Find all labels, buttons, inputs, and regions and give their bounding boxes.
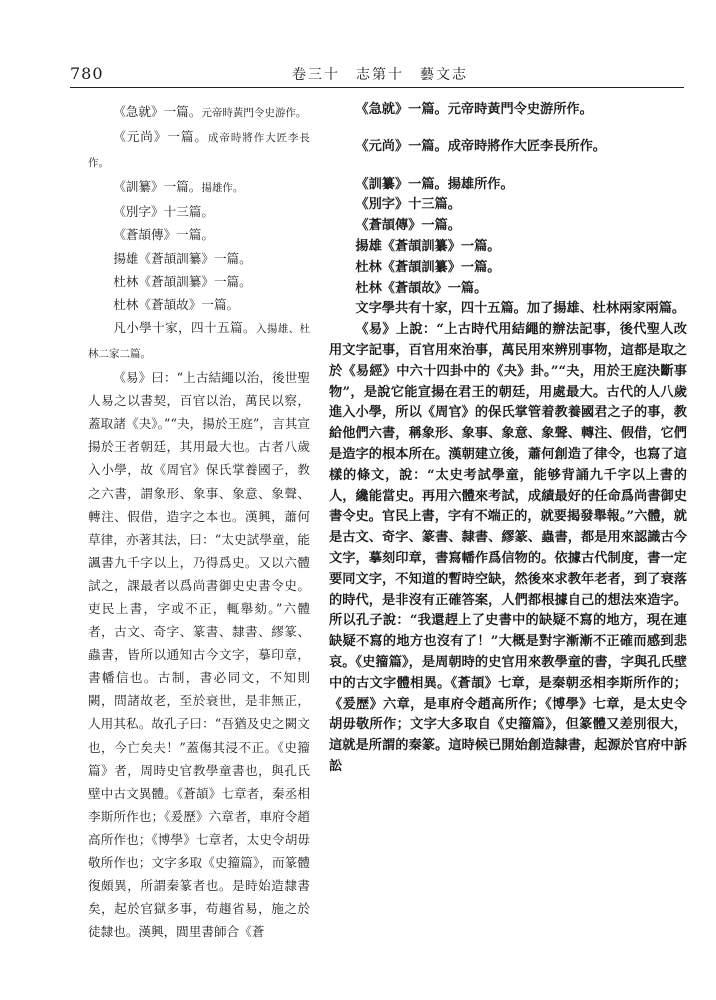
translation-dulin-gu: 杜林《蒼頡故》一篇。 xyxy=(355,280,488,296)
essay-paragraph: 《易》曰：“上古結繩以治，後世聖人易之以書契，百官以治，萬民以察，蓋取諸《夬》。”“夬，揚於王庭”，言其宣揚於王者朝廷，其用最大也。古者八歲入小學，故《周官》保氏掌養國子，教之六書，謂象形、象事、象意、象聲、轉注、假借，造字之本也。漢興，蕭何草律，亦著其法，曰：“太史試學童，能諷書九千字以上，乃得爲史。又以六體試之，課最者以爲尚書御史史書令史。吏民上書，字或不正，輒舉劾。”六體者，古文、奇字、篆書、隸書、繆篆、蟲書，皆所以通知古今文字，摹印章，書幡信也。古制，書必同文，不知則闕，問諸故老，至於衰世，是非無正，人用其私。故孔子曰：“吾猶及史之闕文也，今亡矣夫！”蓋傷其浸不正。《史籀篇》者，周時史官教學童書也，與孔氏壁中古文異體。《蒼頡》七章者，秦丞相李斯所作也；《爰歷》六章者，車府令趙高所作也；《博學》七章者，太史令胡毋敬所作也；文字多取《史籀篇》，而篆體復頗異，所謂秦篆者也。是時始造隸書矣，起於官獄多事，苟趨省易，施之於徒隸也。漢興，閭里書師合《蒼 xyxy=(88,370,310,940)
translation-column xyxy=(329,100,687,778)
entry-yangxiong-xunzuan: 揚雄《蒼頡訓纂》一篇。 xyxy=(113,250,252,266)
translation-jijiu: 《急就》一篇。元帝時黃門令史游所作。 xyxy=(355,102,593,117)
summary-xiaoxue: 凡小學十家，四十五篇。入揚雄、杜林二家二篇。 xyxy=(88,319,311,360)
page-number: 780 xyxy=(70,64,104,83)
translation-biezi: 《別字》十三篇。 xyxy=(355,197,461,213)
page-header xyxy=(0,52,716,92)
entry-jijiu: 《急就》一篇。元帝時黃門令史游作。 xyxy=(113,104,307,119)
translation-essay: 《易》上說：“上古時代用結繩的辦法記事，後代聖人改用文字記事，百官用來治事，萬民用來辨別事物，這都是取之於《易經》中六十四卦中的《夬》卦。”“夬，用於王庭決斷事物”，是說它能宣揚在君王的朝廷，用處最大。古代的人八歲進入小學，所以《周官》的保氏掌管着教養國君之子的事，教給他們六書，稱象形、象事、象意、象聲、轉注、假借，它們是造字的根本所在。漢朝建立後，蕭何創造了律令，也寫了這樣的條文，說：“太史考試學童，能够背誦九千字以上書的人，纔能當史。再用六體來考試，成績最好的任命爲尚書御史書令史。官民上書，字有不端正的，就要揭發舉報。”六體，就是古文、奇字、篆書、隸書、繆篆、蟲書，都是用來認識古今文字，摹刻印章，書寫幡作爲信物的。依據古代制度，書一定要同文字，不知道的暫時空缺，然後來求教年老者，到了衰落的時代，是非沒有正確答案，人們都根據自己的想法來造字。所以孔子說：“我還趕上了史書中的缺疑不寫的地方，現在連缺疑不寫的地方也沒有了！”大概是對字漸漸不正確而感到悲哀。《史籀篇》，是周朝時的史官用來教學童的書，字與孔氏壁中的古文字體相異。《蒼頡》七章，是秦朝丞相李斯所作的；《爰歷》六章，是車府令趙高所作；《博學》七章，是太史令胡毋敬所作；文字大多取自《史籀篇》，但篆體又差別很大，這就是所謂的秦篆。這時候已開始創造隸書，起源於官府中訴訟 xyxy=(329,322,687,774)
translation-yuanshang: 《元尚》一篇。成帝時將作大匠李長所作。 xyxy=(355,139,606,155)
classical-text-column xyxy=(88,100,310,943)
entry-dulin-gu: 杜林《蒼頡故》一篇。 xyxy=(113,296,240,312)
entry-biezi: 《別字》十三篇。 xyxy=(113,204,214,220)
entry-cangjiezhuan: 《蒼頡傳》一篇。 xyxy=(113,227,214,243)
translation-xunzuan: 《訓纂》一篇。揚雄所作。 xyxy=(355,176,514,192)
header-rule xyxy=(70,87,684,88)
entry-yuanshang: 《元尚》一篇。成帝時將作大匠李長作。 xyxy=(88,129,311,170)
translation-summary: 文字學共有十家，四十五篇。加了揚雄、杜林兩家兩篇。 xyxy=(355,301,686,317)
entry-dulin-xunzuan: 杜林《蒼頡訓纂》一篇。 xyxy=(113,273,252,289)
translation-yangxiong-xunzuan: 揚雄《蒼頡訓纂》一篇。 xyxy=(355,238,501,254)
translation-cangjiezhuan: 《蒼頡傳》一篇。 xyxy=(355,218,461,234)
entry-xunzuan: 《訓纂》一篇。揚雄作。 xyxy=(113,179,244,195)
translation-dulin-xunzuan: 杜林《蒼頡訓纂》一篇。 xyxy=(355,259,501,275)
chapter-title: 卷三十 志第十 藝文志 xyxy=(292,67,468,83)
